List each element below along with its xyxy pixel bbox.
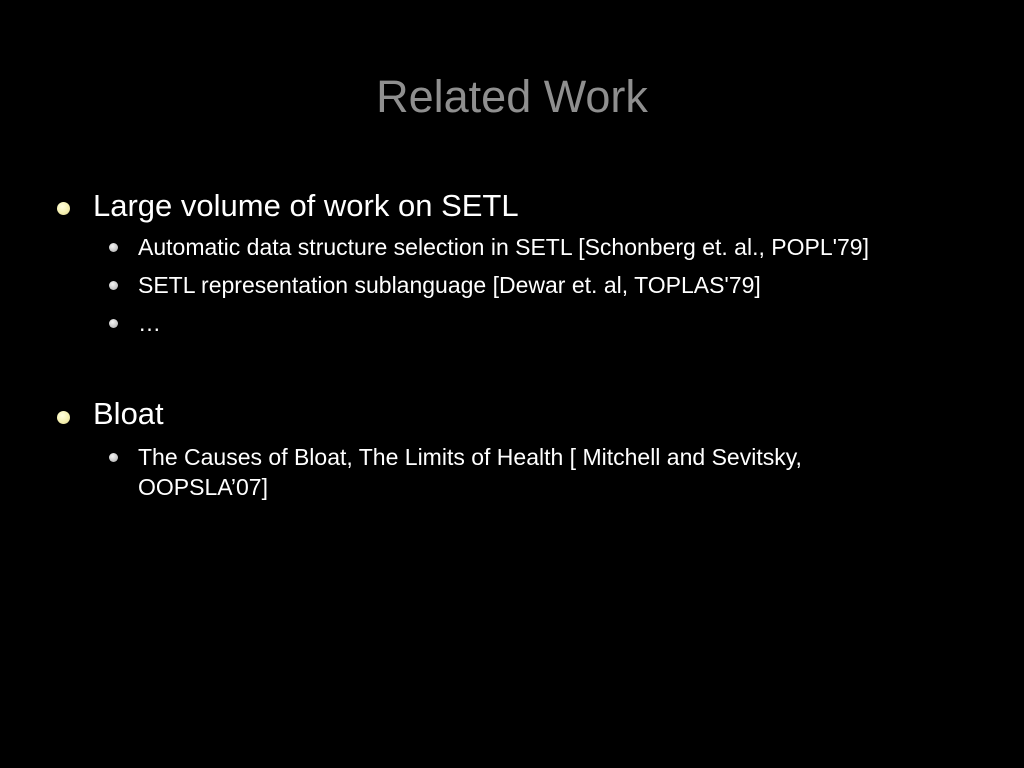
section-heading: Bloat [93,396,164,431]
list-item: … [138,310,161,336]
list-item: The Causes of Bloat, The Limits of Health [ Mitchell and Sevitsky, OOPSLA’07] [138,444,802,500]
secondary-bullet-icon [109,319,118,328]
secondary-bullet-icon [109,453,118,462]
primary-bullet-icon [57,202,70,215]
secondary-bullet-icon [109,281,118,290]
list-item: Automatic data structure selection in SETL [Schonberg et. al., POPL'79] [138,234,869,260]
list-item: SETL representation sublanguage [Dewar et. al, TOPLAS'79] [138,272,761,298]
primary-bullet-icon [57,411,70,424]
slide-title: Related Work [376,71,648,122]
section-heading: Large volume of work on SETL [93,188,519,223]
secondary-bullet-icon [109,243,118,252]
